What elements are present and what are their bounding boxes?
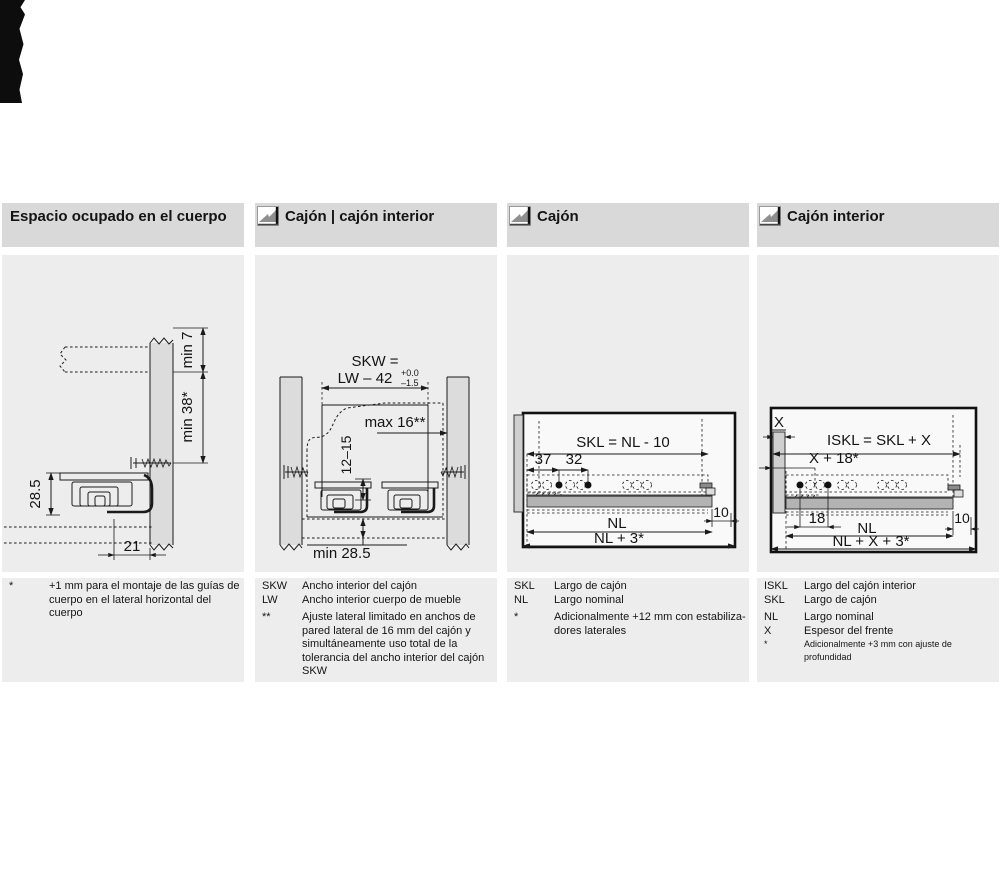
legend-row xyxy=(262,580,495,594)
header-title: Espacio ocupado en el cuerpo xyxy=(10,208,227,225)
legend-key: NL xyxy=(764,611,779,623)
dim-iskl: ISKL = SKL + X xyxy=(827,432,931,449)
dim-x18: X + 18* xyxy=(809,450,859,467)
dim-min38: min 38* xyxy=(179,391,196,443)
header-bar xyxy=(507,203,749,247)
dim-nlx3: NL + X + 3* xyxy=(832,533,910,550)
legend-key: X xyxy=(764,624,772,637)
legend-key: ISKL xyxy=(764,580,788,592)
legend-key: * xyxy=(764,639,768,649)
column-cajon-cajon-interior xyxy=(255,0,497,891)
diagram-cajon-cajon-interior xyxy=(255,255,497,572)
legend-row xyxy=(764,580,997,594)
legend-key: * xyxy=(9,580,14,592)
diagram-cajon-interior xyxy=(757,255,999,572)
legend-text: Adicionalmente +3 mm con ajuste de profundidad xyxy=(804,639,952,662)
column-cajon xyxy=(507,0,749,891)
legend-key: SKL xyxy=(764,593,785,606)
legend-text: Ancho interior del cajón xyxy=(302,580,417,592)
diagram-panel xyxy=(255,255,497,572)
legend-key: NL xyxy=(514,593,529,606)
legend-row xyxy=(514,594,747,608)
legend-text: Largo del cajón interior xyxy=(804,580,916,592)
dim-10: 10 xyxy=(954,510,970,526)
dim-tolerance-plus: +0.0 xyxy=(401,368,419,378)
legend-row xyxy=(764,594,997,608)
legend xyxy=(757,578,999,682)
legend-text: Largo de cajón xyxy=(554,580,627,592)
legend-text: Espesor del frente xyxy=(804,624,894,637)
legend-row xyxy=(764,611,997,625)
dim-skw: SKW = xyxy=(351,353,399,370)
dim-max16: max 16** xyxy=(364,414,426,431)
legend-text: Adicionalmente +12 mm con estabilizadores laterales xyxy=(554,611,746,637)
column-cajon-interior xyxy=(757,0,999,891)
legend-text: Ajuste lateral limitado en anchos de pared lateral de 16 mm del cajón y simultáneamente uso total de la tolerancia del ancho interior del cajón SKW xyxy=(302,611,485,677)
header-title: Cajón | cajón interior xyxy=(285,208,435,225)
drawer-profile-icon xyxy=(509,206,532,227)
legend-text: Largo nominal xyxy=(554,593,624,606)
legend-row xyxy=(514,580,747,594)
legend-row xyxy=(9,580,242,621)
dim-37: 37 xyxy=(534,451,552,468)
legend-text: Largo de cajón xyxy=(804,593,877,606)
dim-28-5: 28.5 xyxy=(27,479,44,509)
header-title: Cajón interior xyxy=(787,208,885,225)
diagram-cajon xyxy=(507,255,749,572)
header-bar xyxy=(255,203,497,247)
header-title: Cajón xyxy=(537,208,579,225)
drawer-profile-icon xyxy=(257,206,280,227)
legend-text: Ancho interior cuerpo de mueble xyxy=(302,593,461,606)
legend xyxy=(2,578,244,682)
legend-row xyxy=(764,638,997,664)
dim-nl: NL xyxy=(607,515,627,532)
dim-nl3: NL + 3* xyxy=(594,530,644,547)
column-espacio xyxy=(2,0,244,891)
legend-key: SKW xyxy=(262,580,288,592)
legend-row xyxy=(262,611,495,679)
legend-row xyxy=(764,625,997,639)
dim-x: X xyxy=(773,414,785,431)
dim-10: 10 xyxy=(713,504,729,520)
dim-min28-5: min 28.5 xyxy=(313,545,371,562)
dim-min7: min 7 xyxy=(179,331,196,369)
legend xyxy=(255,578,497,682)
legend-row xyxy=(514,611,747,638)
legend-key: ** xyxy=(262,611,271,623)
legend xyxy=(507,578,749,682)
legend-text: Largo nominal xyxy=(804,611,874,623)
legend-key: SKL xyxy=(514,580,535,592)
diagram-espacio-ocupado xyxy=(2,255,244,572)
diagram-panel xyxy=(757,255,999,572)
legend-text: +1 mm para el montaje de las guías de cuerpo en el lateral horizontal del cuerpo xyxy=(49,580,240,619)
dim-18: 18 xyxy=(808,510,826,527)
dim-12-15: 12–15 xyxy=(338,435,354,475)
diagram-panel xyxy=(2,255,244,572)
legend-key: LW xyxy=(262,593,278,606)
dim-21: 21 xyxy=(123,538,141,555)
drawer-profile-icon xyxy=(759,206,782,227)
header-bar xyxy=(757,203,999,247)
legend-row xyxy=(262,594,495,608)
diagram-panel xyxy=(507,255,749,572)
legend-key: * xyxy=(514,611,519,623)
dim-tolerance-minus: –1.5 xyxy=(401,378,419,388)
dim-skl: SKL = NL - 10 xyxy=(576,434,670,451)
dim-32: 32 xyxy=(565,451,583,468)
dim-nl: NL xyxy=(857,520,877,537)
header-bar xyxy=(2,203,244,247)
dim-lw: LW – 42 xyxy=(337,370,393,387)
